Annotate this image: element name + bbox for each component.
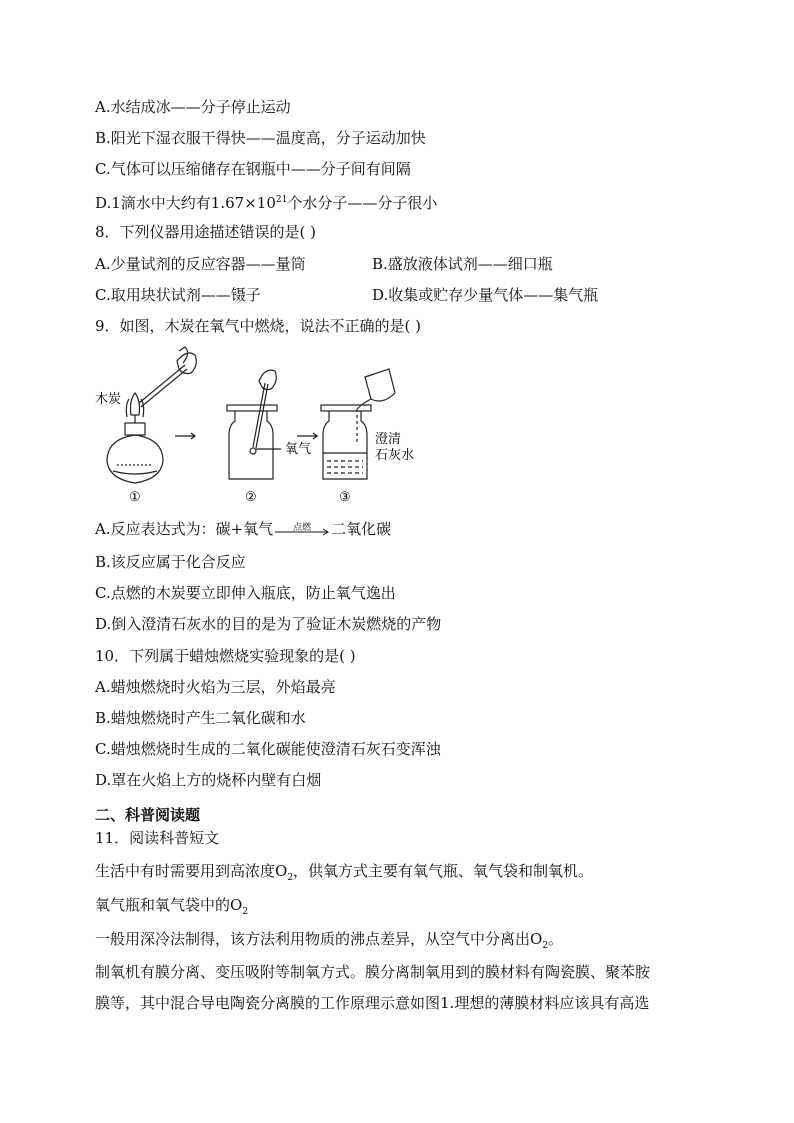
q7-option-d-post: 个水分子——分子很小 xyxy=(287,194,438,212)
q8-option-d: D.收集或贮存少量气体——集气瓶 xyxy=(372,286,599,304)
q10-option-b: B.蜡烛燃烧时产生二氧化碳和水 xyxy=(95,709,306,727)
q7-option-d-pre: D.1滴水中大约有1.67×10 xyxy=(95,194,276,212)
o2-subscript-3: 2 xyxy=(542,941,549,951)
section-2-title: 二、科普阅读题 xyxy=(95,806,201,824)
passage-line-5: 膜等，其中混合导电陶瓷分离膜的工作原理示意如图1.理想的薄膜材料应该具有高选 xyxy=(95,994,650,1012)
tongs-2 xyxy=(253,383,268,448)
arrow-2 xyxy=(297,433,317,439)
passage-line-3-post: 。 xyxy=(548,930,564,948)
q9-option-a xyxy=(95,519,391,540)
q10-option-a: A.蜡烛燃烧时火焰为三层，外焰最亮 xyxy=(95,678,336,696)
step-3-label: ③ xyxy=(339,490,351,505)
passage-line-4: 制氧机有膜分离、变压吸附等制氧方式。膜分离制氧用到的膜材料有陶瓷膜、聚苯胺 xyxy=(95,963,651,981)
q9-figure xyxy=(95,343,455,508)
label-limewater-2: 石灰水 xyxy=(375,448,415,463)
q9-option-c: C.点燃的木炭要立即伸入瓶底，防止氧气逸出 xyxy=(95,584,396,602)
passage-line-2-pre: 氧气瓶和氧气袋中的O xyxy=(95,896,243,914)
q10-option-d: D.罩在火焰上方的烧杯内壁有白烟 xyxy=(95,771,322,789)
label-charcoal: 木炭 xyxy=(95,392,122,407)
passage-line-2 xyxy=(95,895,248,922)
step-1-label: ① xyxy=(129,490,141,505)
q8-option-b: B.盛放液体试剂——细口瓶 xyxy=(372,255,553,273)
tongs xyxy=(139,365,187,407)
q9-option-d: D.倒入澄清石灰水的目的是为了验证木炭燃烧的产物 xyxy=(95,615,442,633)
q9-stem: 9．如图，木炭在氧气中燃烧，说法不正确的是( ) xyxy=(95,317,422,335)
o2-subscript-1: 2 xyxy=(287,873,294,883)
experiment-diagram xyxy=(95,343,455,508)
q7-option-c: C.气体可以压缩储存在钢瓶中——分子间有间隔 xyxy=(95,160,411,178)
passage-line-1-post: ，供氧方式主要有氧气瓶、氧气袋和制氧机。 xyxy=(293,862,594,880)
q7-option-d-exponent: 21 xyxy=(275,195,288,205)
label-oxygen: 氧气 xyxy=(285,442,312,457)
q8-option-a: A.少量试剂的反应容器——量筒 xyxy=(95,255,306,273)
label-limewater-1: 澄清 xyxy=(375,432,402,447)
bottle-3 xyxy=(323,411,367,479)
q9-option-a-post: 二氧化碳 xyxy=(331,520,392,538)
passage-line-3-pre: 一般用深冷法制得，该方法利用物质的沸点差异，从空气中分离出O xyxy=(95,930,543,948)
q7-option-b: B.阳光下湿衣服干得快——温度高，分子运动加快 xyxy=(95,129,426,147)
q7-option-d xyxy=(95,190,437,213)
q8-stem: 8．下列仪器用途描述错误的是( ) xyxy=(95,223,317,241)
reaction-condition: 点燃 xyxy=(293,523,312,533)
o2-subscript-2: 2 xyxy=(242,907,249,917)
q10-option-c: C.蜡烛燃烧时生成的二氧化碳能使澄清石灰石变浑浊 xyxy=(95,740,441,758)
q9-option-b: B.该反应属于化合反应 xyxy=(95,553,246,571)
passage-line-1-pre: 生活中有时需要用到高浓度O xyxy=(95,862,288,880)
q11-stem: 11．阅读科普短文 xyxy=(95,829,220,847)
q7-option-a: A.水结成冰——分子停止运动 xyxy=(95,98,291,116)
alcohol-lamp xyxy=(107,435,163,483)
step-2-label: ② xyxy=(245,490,257,505)
flame xyxy=(131,393,140,415)
reaction-arrow xyxy=(273,520,331,540)
q8-option-c: C.取用块状试剂——镊子 xyxy=(95,286,261,304)
q10-stem: 10．下列属于蜡烛燃烧实验现象的是( ) xyxy=(95,647,356,665)
passage-line-1 xyxy=(95,861,593,888)
beaker xyxy=(365,369,395,401)
q9-option-a-pre: A.反应表达式为：碳+氧气 xyxy=(95,520,274,538)
bottle-2 xyxy=(229,411,273,479)
passage-line-3 xyxy=(95,929,563,956)
arrow-1 xyxy=(175,433,195,439)
